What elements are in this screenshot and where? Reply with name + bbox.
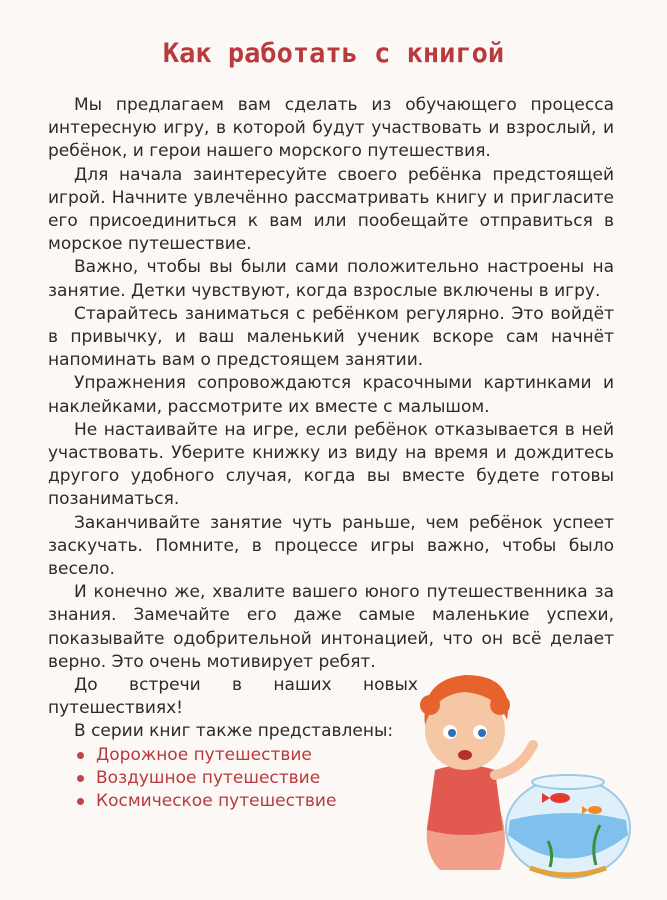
- paragraph: Важно, чтобы вы были сами положительно настроены на занятие. Детки чувствуют, когда взрослые включены в игру.: [48, 257, 614, 301]
- paragraph: Заканчивайте занятие чуть раньше, чем ребёнок успеет заскучать. Помните, в процессе игры важно, чтобы было весело.: [48, 512, 614, 580]
- page-title: Как работать с книгой: [162, 38, 505, 69]
- paragraph: Упражнения сопровождаются красочными картинками и наклейками, рассмотрите их вместе с малышом.: [48, 373, 614, 417]
- boy-with-fishbowl-illustration: [400, 660, 635, 880]
- paragraph: Мы предлагаем вам сделать из обучающего процесса интересную игру, в которой будут участвовать и взрослый, и ребёнок, и герои нашего морского путешествия.: [48, 95, 614, 162]
- series-book-item: Дорожное путешествие: [74, 744, 614, 767]
- series-label: В серии книг также представлены:: [74, 721, 394, 742]
- paragraph: Старайтесь заниматься с ребёнком регулярно. Это войдёт в привычку, и ваш маленький ученик вскоре сам начнёт напоминать вам о предстоящем занятии.: [48, 303, 614, 371]
- paragraph: Для начала заинтересуйте своего ребёнка предстоящей игрой. Начните увлечённо рассматривать книгу и пригласите его присоединиться к вам или пообещайте отправиться в морское путешествие.: [48, 164, 614, 255]
- fishbowl-icon: [506, 775, 630, 878]
- series-book-item: Космическое путешествие: [74, 790, 614, 813]
- series-book-item: Воздушное путешествие: [74, 767, 614, 790]
- paragraph: Не настаивайте на игре, если ребёнок отказывается в ней участвовать. Уберите книжку из виду на время и дождитесь другого удобного случая, когда вы вместе будете готовы позаниматься.: [48, 419, 614, 510]
- paragraph: И конечно же, хвалите вашего юного путешественника за знания. Замечайте его даже самые маленькие успехи, показывайте одобрительной интонацией, что он всё делает верно. Это очень мотивирует ребят.: [48, 582, 614, 672]
- closing-paragraph: До встречи в наших новых путешествиях!: [48, 675, 418, 719]
